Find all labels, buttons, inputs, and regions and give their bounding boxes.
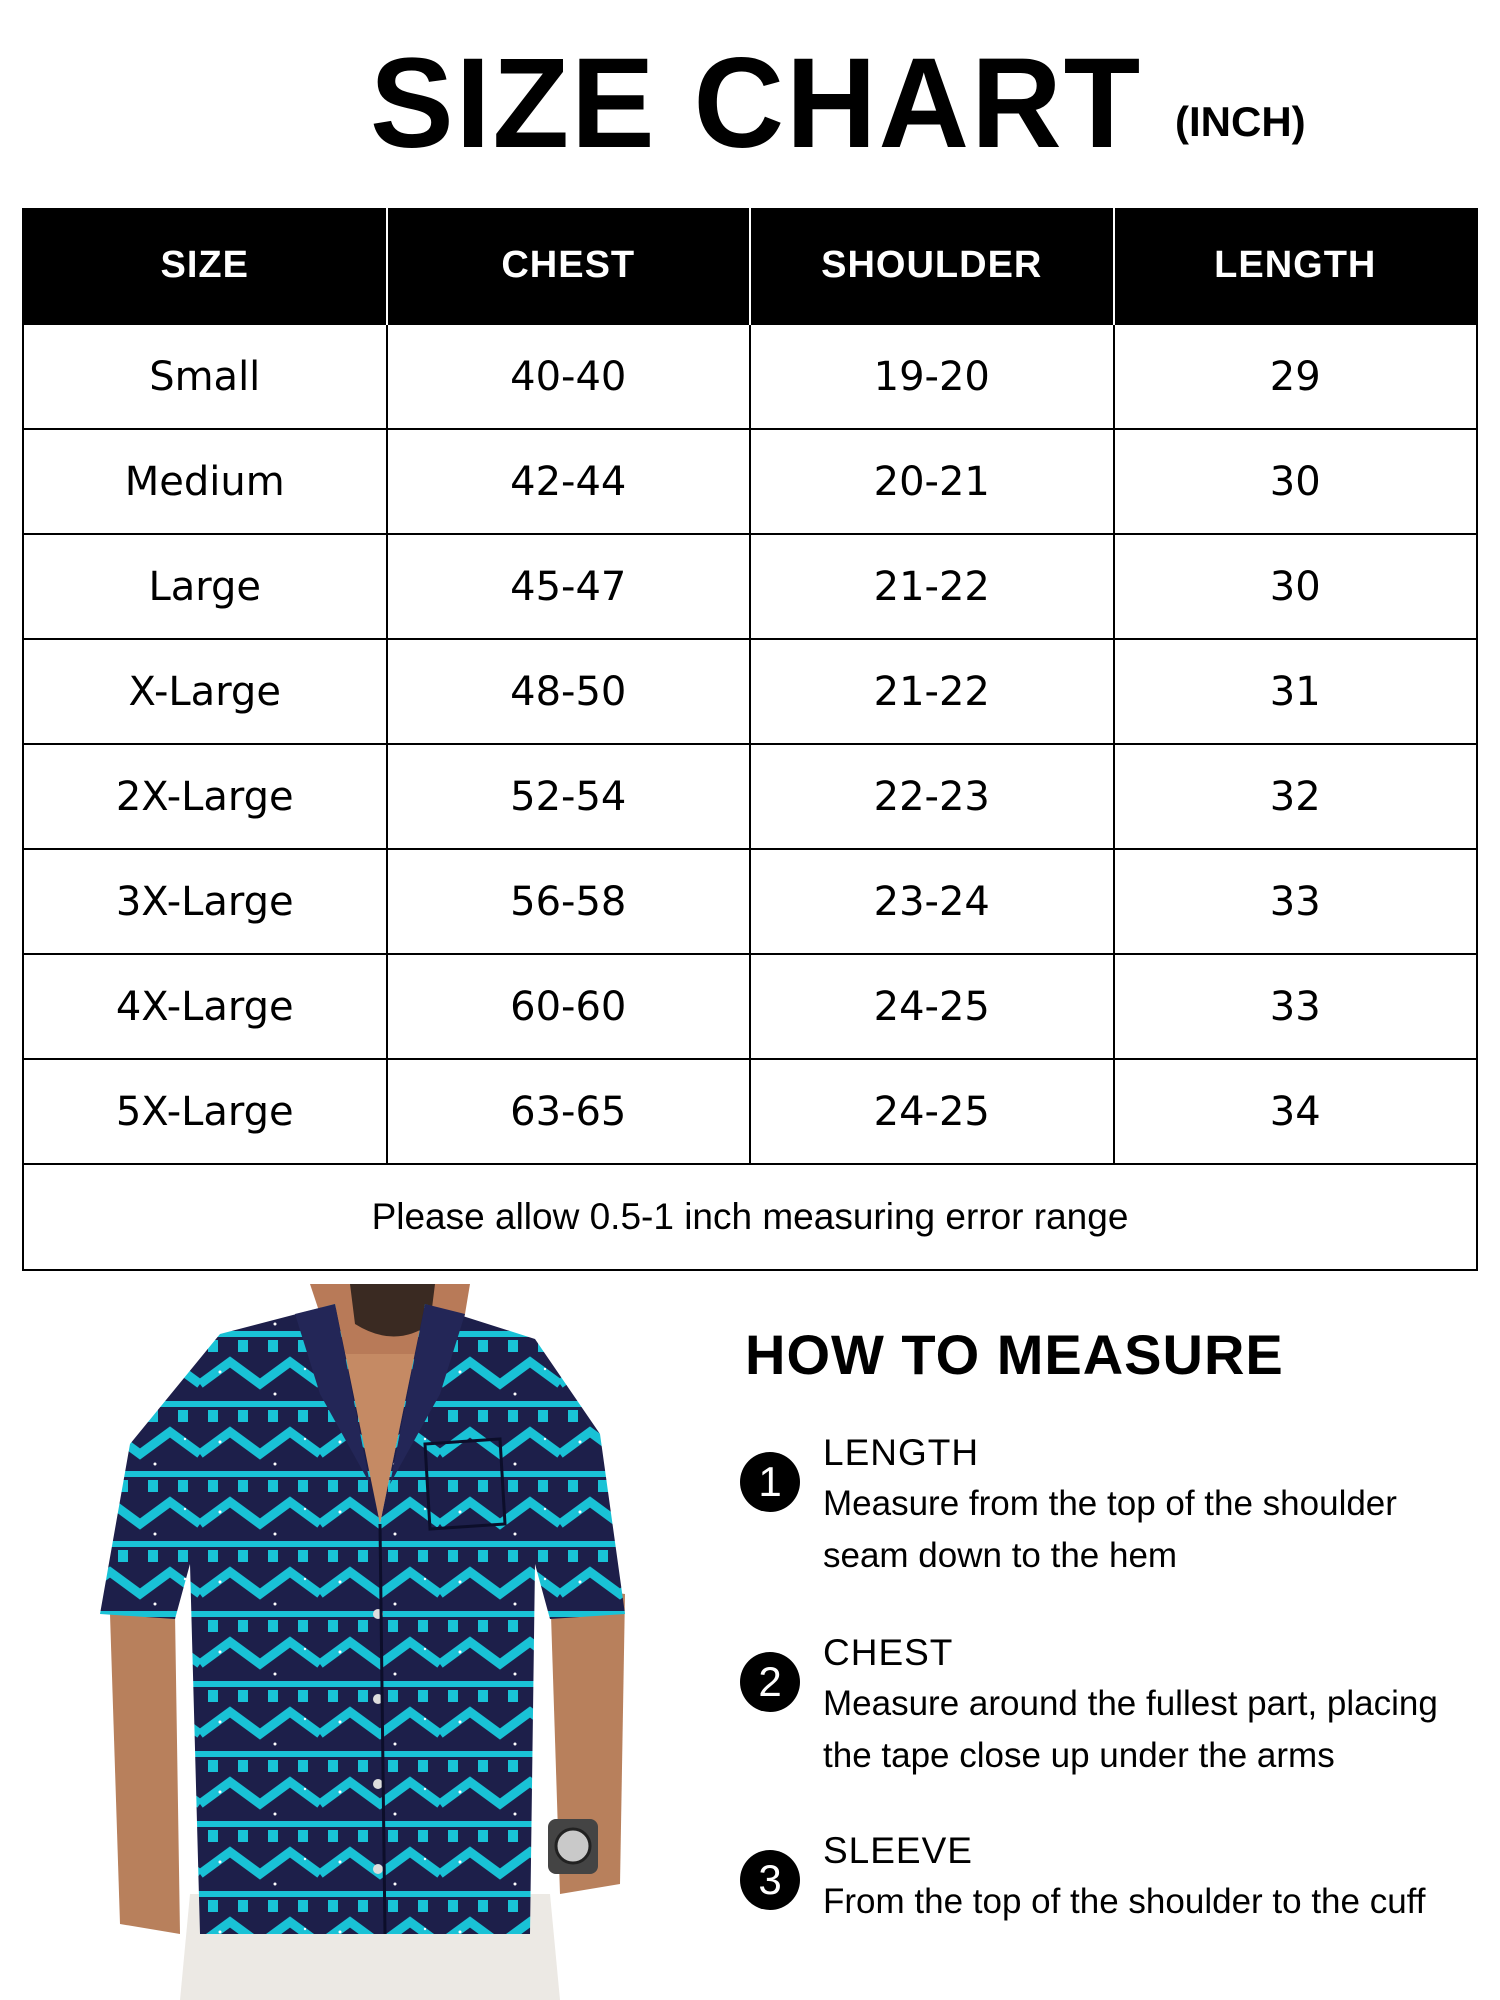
size-cell: 3X-Large — [23, 849, 387, 954]
chest-cell: 60-60 — [387, 954, 751, 1059]
step-description: Measure from the top of the shoulder seam down to the hem — [823, 1484, 1397, 1575]
size-cell: Small — [23, 324, 387, 429]
table-row — [23, 1059, 1477, 1164]
shoulder-cell: 23-24 — [750, 849, 1114, 954]
how-to-measure-title: HOW TO MEASURE — [745, 1323, 1284, 1386]
column-header-size: SIZE — [23, 208, 387, 324]
length-cell: 33 — [1114, 954, 1478, 1059]
step-name: SLEEVE — [823, 1830, 973, 1871]
length-cell: 30 — [1114, 534, 1478, 639]
shoulder-cell: 20-21 — [750, 429, 1114, 534]
column-header-length: LENGTH — [1114, 208, 1478, 324]
shoulder-cell: 21-22 — [750, 534, 1114, 639]
chest-cell: 45-47 — [387, 534, 751, 639]
shoulder-cell: 21-22 — [750, 639, 1114, 744]
table-row — [23, 954, 1477, 1059]
measuring-note: Please allow 0.5-1 inch measuring error range — [23, 1164, 1477, 1270]
table-row — [23, 639, 1477, 744]
size-table — [22, 208, 1478, 1271]
shoulder-cell: 24-25 — [750, 954, 1114, 1059]
length-cell: 30 — [1114, 429, 1478, 534]
size-cell: 4X-Large — [23, 954, 387, 1059]
shoulder-cell: 24-25 — [750, 1059, 1114, 1164]
table-header-row — [23, 208, 1477, 324]
chest-cell: 52-54 — [387, 744, 751, 849]
chest-cell: 40-40 — [387, 324, 751, 429]
step-description: From the top of the shoulder to the cuff — [823, 1882, 1426, 1921]
table-row — [23, 324, 1477, 429]
table-row — [23, 849, 1477, 954]
chest-cell: 48-50 — [387, 639, 751, 744]
step-description: Measure around the fullest part, placing the tape close up under the arms — [823, 1684, 1438, 1775]
step-name: LENGTH — [823, 1432, 980, 1473]
size-cell: Large — [23, 534, 387, 639]
column-header-chest: CHEST — [387, 208, 751, 324]
step-number-badge: 3 — [740, 1850, 800, 1910]
unit-label: (INCH) — [1175, 98, 1306, 145]
length-cell: 33 — [1114, 849, 1478, 954]
step-number-badge: 1 — [740, 1452, 800, 1512]
table-row — [23, 534, 1477, 639]
chest-cell: 42-44 — [387, 429, 751, 534]
step-number-badge: 2 — [740, 1652, 800, 1712]
size-cell: 2X-Large — [23, 744, 387, 849]
chest-cell: 63-65 — [387, 1059, 751, 1164]
chest-cell: 56-58 — [387, 849, 751, 954]
note-row — [23, 1164, 1477, 1270]
length-cell: 34 — [1114, 1059, 1478, 1164]
size-cell: X-Large — [23, 639, 387, 744]
column-header-shoulder: SHOULDER — [750, 208, 1114, 324]
shoulder-cell: 19-20 — [750, 324, 1114, 429]
size-cell: Medium — [23, 429, 387, 534]
length-cell: 29 — [1114, 324, 1478, 429]
size-cell: 5X-Large — [23, 1059, 387, 1164]
length-cell: 31 — [1114, 639, 1478, 744]
table-row — [23, 744, 1477, 849]
shoulder-cell: 22-23 — [750, 744, 1114, 849]
page-title: SIZE CHART — [370, 32, 1143, 175]
step-name: CHEST — [823, 1632, 954, 1673]
length-cell: 32 — [1114, 744, 1478, 849]
table-row — [23, 429, 1477, 534]
shirt-model-photo — [80, 1284, 680, 2000]
